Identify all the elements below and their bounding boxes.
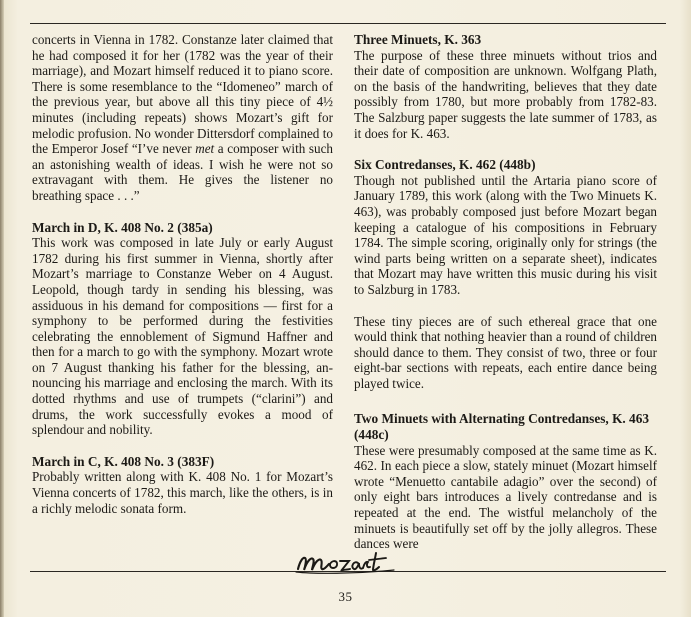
heading-two-minuets-k463: Two Minuets with Alternating Contredanses, K. 463 (448c) — [354, 411, 650, 443]
mozart-signature-logo — [294, 549, 400, 577]
intro-paragraph: concerts in Vienna in 1782. Constanze later claimed that he had composed it for her (1782 was the year of their marriage), and Mozart himself reduced it to piano score. There is some resemblance to the “Idomeneo” march of the previous year, but above all this tiny piece of 4½ minutes (including repeats) shows Mozart’s gift for melodic profusion. No wonder Dittersdorf complained to the Emperor Josef “I’ve never met a composer with such an astonishing wealth of ideas. I wish he were not so extravagant with them. He gives the listener no breathing space . . .” — [32, 32, 333, 203]
paragraph-six-contredanses-k462-b: These tiny pieces are of such ethereal grace that one would think that nothing heavier than a round of children should dance to them. They consist of two, three or four eight-bar sections with repeats, each entire dance being played twice. — [354, 313, 657, 391]
top-rule — [30, 23, 666, 24]
paragraph-two-minuets-k463: These were presumably composed at the same time as K. 462. In each piece a slow, stately minuet (Mozart himself wrote “Menuetto cantabile adagio” over the second) of only eight bars introduces a lively contredanse and is repeated at the end. The wistful melancholy of the minuets is beautifully set off by the jolly allegros. These dances were — [354, 442, 657, 552]
heading-six-contredanses-k462: Six Contredanses, K. 462 (448b) — [354, 157, 536, 173]
heading-three-minuets-k363: Three Minuets, K. 363 — [354, 32, 482, 47]
page-number: 35 — [338, 589, 353, 604]
right-column — [354, 32, 657, 552]
paragraph-six-contredanses-k462: Though not published until the Artaria piano score of January 1789, this work (along with the Two Minuets K. 463), was probably composed just before Mozart began keeping a catalogue of his compositions in February 1784. The simple scoring, originally only for strings (the wind parts being written on a separate sheet), indicates that Mozart may have written this music during his visit to Salzburg in 1783. — [354, 172, 657, 297]
page-binding-edge — [0, 0, 4, 617]
left-column — [32, 32, 333, 516]
heading-march-k408-no3: March in C, K. 408 No. 3 (383F) — [32, 453, 215, 469]
paragraph-march-k408-no3: Probably written along with K. 408 No. 1 for Mozart’s Vienna concerts of 1782, this march, like the others, is in a richly melodic sonata form. — [32, 469, 333, 516]
emphasis-met: met — [195, 141, 215, 157]
paragraph-three-minuets-k363: The purpose of these three minuets without trios and their date of composition are unknown. Wolfgang Plath, on the basis of the handwriting, believes that they date possibly from 1780, but more probably from 1782-83. The Salzburg paper suggests the late summer of 1783, as it does for K. 463. — [354, 47, 657, 141]
heading-march-k408-no2: March in D, K. 408 No. 2 (385a) — [32, 219, 213, 235]
paragraph-march-k408-no2: This work was composed in late July or early August 1782 during his first summer in Vienna, shortly after Mozart’s marriage to Constanze Weber on 4 August. Leopold, though tardy in sending his blessing, was assiduous in his demand for compositions — first for a symphony to be performed during the festivities celebrating the ennoblement of Sigmund Haffner and then for a march to go with the symphony. Mozart wrote on 7 August thanking his father for the blessing, announcing his marriage and enclosing the march. With its dotted rhythms and use of trumpets (“clarini”) and drums, the work successfully evokes a mood of splendour and nobility. — [32, 235, 333, 438]
